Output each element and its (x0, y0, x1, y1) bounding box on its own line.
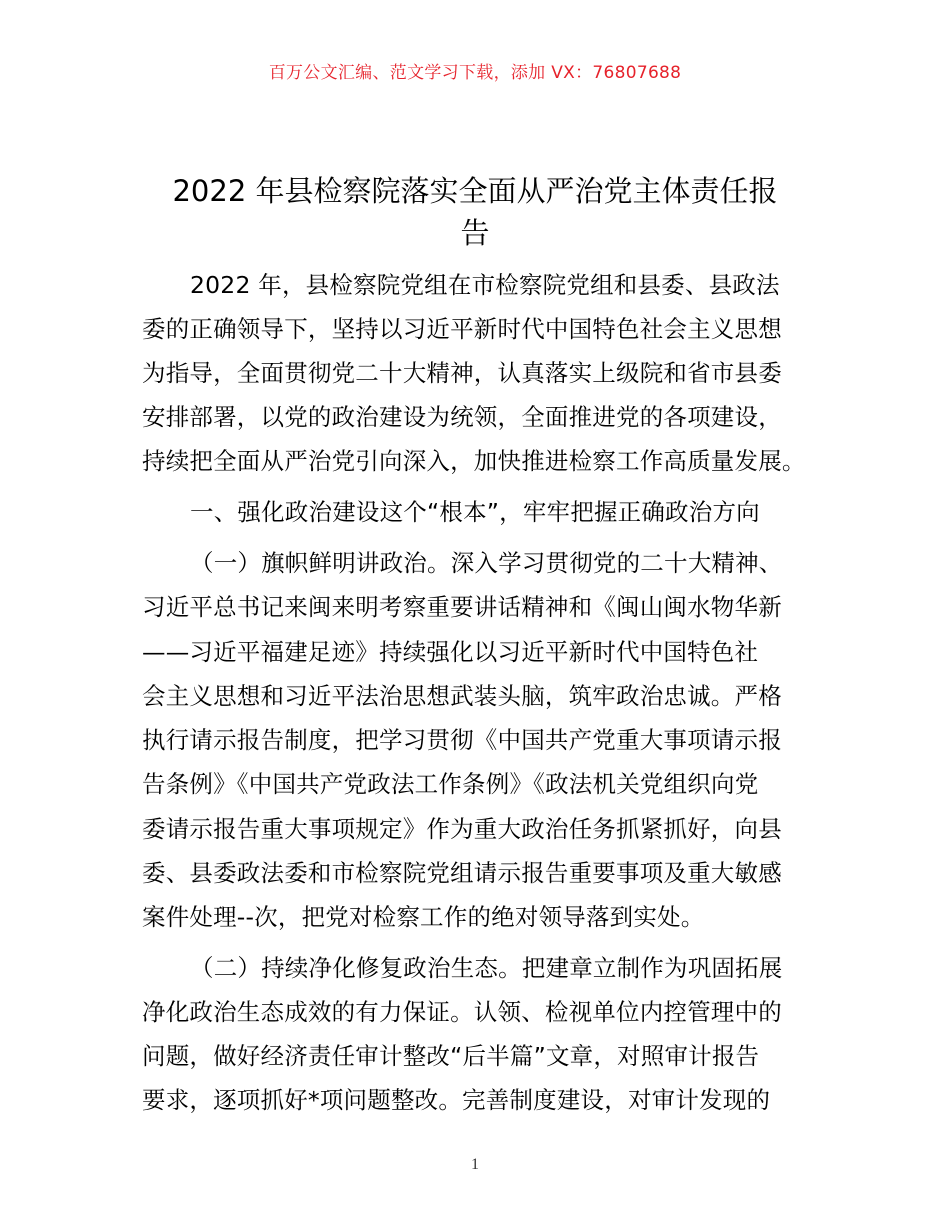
body-text-line: 案件处理--次，把党对检察工作的绝对领导落到实处。 (142, 903, 705, 931)
body-text-line: 会主义思想和习近平法治思想武装头脑，筑牢政治忠诚。严格 (142, 682, 782, 710)
body-text-line: 执行请示报告制度，把学习贯彻《中国共产党重大事项请示报 (142, 726, 782, 754)
body-text-line: 持续把全面从严治党引向深入，加快推进检察工作高质量发展。 (142, 447, 806, 475)
page-number: 1 (471, 1156, 479, 1173)
body-text-line: 委、县委政法委和市检察院党组请示报告重要事项及重大敏感 (142, 859, 782, 887)
body-text-line: 净化政治生态成效的有力保证。认领、检视单位内控管理中的 (142, 998, 782, 1026)
body-text-line: ——习近平福建足迹》持续强化以习近平新时代中国特色社 (142, 638, 759, 666)
body-text-line: 2022 年，县检察院党组在市检察院党组和县委、县政法 (190, 271, 780, 299)
title-line-2: 告 (460, 216, 490, 250)
body-text-line: 问题，做好经济责任审计整改“后半篇”文章，对照审计报告 (142, 1042, 760, 1070)
body-text-line: 一、强化政治建设这个“根本”，牢牢把握正确政治方向 (190, 498, 760, 526)
body-text-line: 要求，逐项抓好*项问题整改。完善制度建设，对审计发现的 (142, 1086, 771, 1114)
body-text-line: （一）旗帜鲜明讲政治。深入学习贯彻党的二十大精神、 (190, 549, 783, 577)
title-line-1: 2022 年县检察院落实全面从严治党主体责任报 (172, 174, 778, 208)
body-text-line: 委请示报告重大事项规定》作为重大政治任务抓紧抓好，向县 (142, 815, 782, 843)
body-text-line: 为指导，全面贯彻党二十大精神，认真落实上级院和省市县委 (142, 359, 782, 387)
body-text-line: （二）持续净化修复政治生态。把建章立制作为巩固拓展 (190, 954, 783, 982)
body-text-line: 委的正确领导下，坚持以习近平新时代中国特色社会主义思想 (142, 315, 782, 343)
watermark-header: 百万公文汇编、范文学习下载，添加 VX：76807688 (268, 63, 682, 83)
document-title (140, 170, 810, 254)
body-text-line: 安排部署，以党的政治建设为统领，全面推进党的各项建设， (142, 403, 782, 431)
body-text-line: 习近平总书记来闽来明考察重要讲话精神和《闽山闽水物华新 (142, 593, 782, 621)
body-text-line: 告条例》《中国共产党政法工作条例》《政法机关党组织向党 (142, 770, 759, 798)
